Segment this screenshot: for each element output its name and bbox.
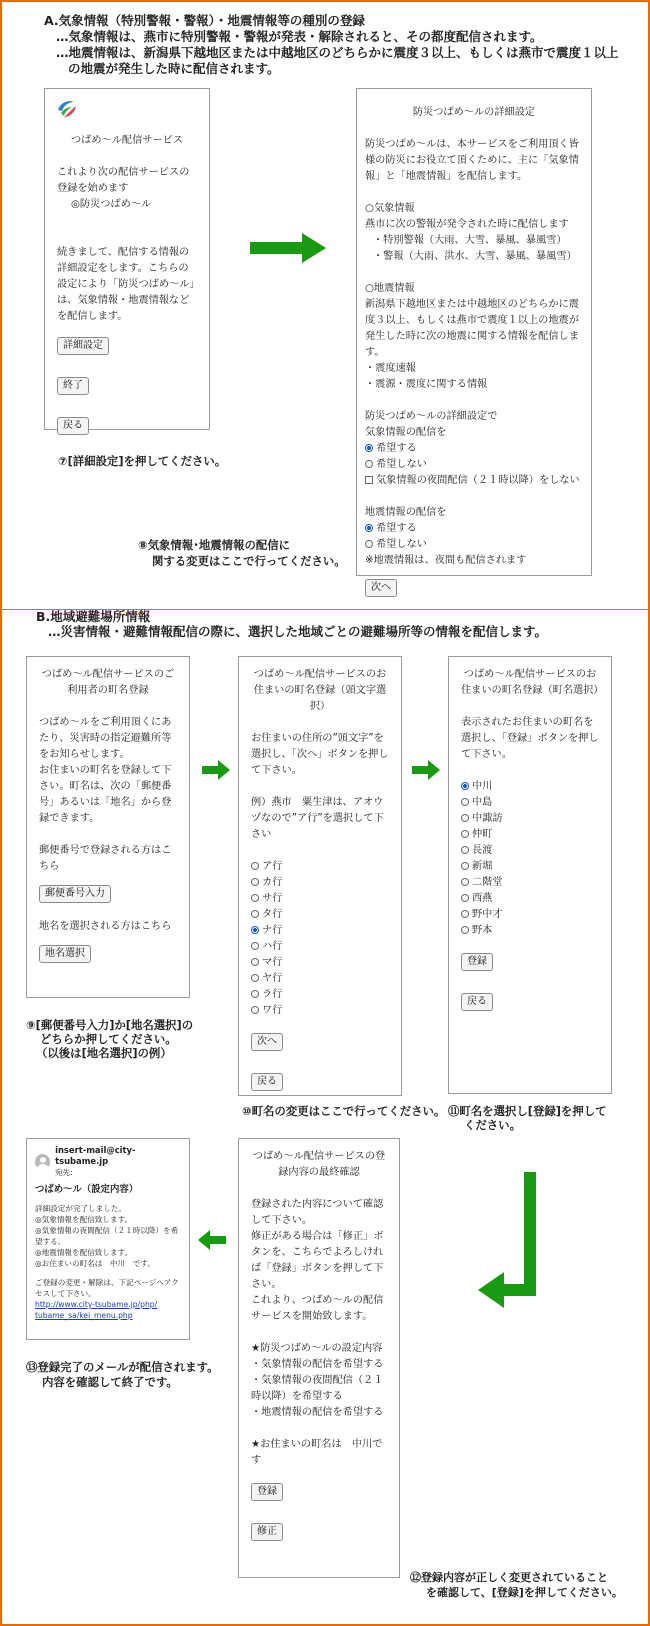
caption-step9-line2: どちらか押してください。 [40, 1032, 177, 1046]
zip-input-button[interactable]: 郵便番号入力 [39, 885, 111, 903]
radio-icon[interactable] [461, 846, 469, 854]
service-name: ◎防災つばめ～ル [71, 199, 152, 210]
option-row[interactable] [461, 875, 599, 891]
section-a-sub3: の地震が発生した時に配信されます。 [68, 61, 280, 76]
caption-step8-line2: 関する変更はここで行ってください。 [152, 554, 346, 568]
panel4-text3: これより、つばめ～ルの配信サービスを開始致します。 [251, 1295, 384, 1322]
initial-select-panel [238, 656, 402, 1096]
option-row[interactable] [461, 779, 599, 795]
end-button[interactable]: 終了 [57, 377, 89, 395]
option-label: 中川 [472, 781, 493, 792]
arrow-right-icon [412, 760, 440, 780]
detail-setting-text: 続きまして、配信する情報の詳細設定をします。こちらの設定により「防災つばめ～ル」は、気象情報・地震情報などを配信します。 [57, 247, 195, 322]
radio-checked-icon[interactable] [251, 926, 259, 934]
option-row[interactable] [251, 875, 389, 891]
initial-options-list [251, 859, 389, 1019]
setting-heading: 防災つばめ～ルの詳細設定で [365, 411, 498, 422]
caption-step12-line2: を確認して、[登録]を押してください。 [426, 1586, 623, 1599]
option-label: 中諏訪 [472, 813, 503, 824]
checkbox-icon[interactable] [365, 476, 373, 484]
town-registration-panel [26, 656, 190, 998]
confirmation-mail-panel [26, 1138, 190, 1340]
service-start-panel [44, 88, 210, 430]
section-a-sub1: …気象情報は、燕市に特別警報・警報が発表・解除されると、その都度配信されます。 [56, 29, 543, 44]
option-label: 仲町 [472, 829, 493, 840]
section-b-heading: B.地域避難場所情報 [36, 609, 151, 624]
town-select-panel [448, 656, 612, 1094]
avatar-icon [35, 1154, 50, 1170]
night-delivery-option[interactable] [365, 473, 583, 489]
option-row[interactable] [251, 971, 389, 987]
mail-link-line1[interactable]: http://www.city-tsubame.jp/php/ [35, 1300, 158, 1309]
back-button[interactable]: 戻る [251, 1073, 283, 1091]
quake-yes-label: 希望する [376, 523, 417, 534]
town-options-list [461, 779, 599, 939]
option-label: ヤ行 [262, 973, 283, 984]
mail-body-line3: ◎気象情報の夜間配信（２１時以降）を希望する。 [35, 1226, 179, 1246]
quake-question: 地震情報の配信を [365, 507, 447, 518]
option-row[interactable] [461, 859, 599, 875]
final-confirm-panel [238, 1138, 400, 1578]
option-row[interactable] [461, 795, 599, 811]
radio-icon[interactable] [251, 862, 259, 870]
settings-summary-2: ・気象情報の夜間配信（２１時以降）を希望する [251, 1375, 384, 1402]
section-a-sub2: …地震情報は、新潟県下越地区または中越地区のどちらかに震度３以上、もしくは燕市で震度１以上 [56, 45, 619, 60]
caption-step7: ⑦[詳細設定]を押してください。 [58, 454, 227, 468]
option-label: ナ行 [262, 925, 283, 936]
weather-description: 燕市に次の警報が発令された時に配信します [365, 219, 569, 230]
radio-icon[interactable] [365, 540, 373, 548]
option-label: ハ行 [262, 941, 283, 952]
weather-item-warning: ・警報（大雨、洪水、大雪、暴風、暴風雪） [373, 251, 577, 262]
radio-checked-icon[interactable] [461, 782, 469, 790]
mail-body-line6: ご登録の変更・解除は、下記ページへアクセスして下さい。 [35, 1278, 179, 1298]
radio-icon[interactable] [251, 910, 259, 918]
radio-icon[interactable] [251, 894, 259, 902]
quake-no-option[interactable] [365, 537, 583, 553]
option-label: タ行 [262, 909, 283, 920]
weather-yes-label: 希望する [376, 443, 417, 454]
quake-description: 新潟県下越地区または中越地区のどちらかに震度３以上、もしくは燕市で震度１以上の地震が発生した時に次の地震に関する情報を配信します。 [365, 299, 579, 358]
section-b [0, 609, 650, 1626]
radio-icon[interactable] [461, 894, 469, 902]
option-row[interactable] [251, 955, 389, 971]
caption-step10: ⑩町名の変更はここで行ってください。 [242, 1104, 446, 1118]
radio-icon[interactable] [461, 830, 469, 838]
caption-step9-line3: （以後は[地名選択]の例） [36, 1046, 172, 1060]
detail-intro: 防災つばめ～ルは、本サービスをご利用頂く皆様の防災にお役立て頂くために、主に「気象情報」と「地震情報」を配信します。 [365, 139, 579, 182]
quake-yes-option[interactable] [365, 521, 583, 537]
settings-summary-1: ・気象情報の配信を希望する [251, 1359, 384, 1370]
option-row[interactable] [251, 859, 389, 875]
arrow-left-icon [198, 1230, 226, 1250]
option-row[interactable] [461, 923, 599, 939]
mail-body-line5: ◎お住まいの町名は 中川 です。 [35, 1259, 155, 1268]
service-title: つばめ～ル配信サービス [70, 135, 184, 146]
mail-subject: つばめ～ル（設定内容） [35, 1184, 139, 1195]
section-a [0, 0, 650, 610]
quake-note: ※地震情報は、夜間も配信されます [365, 555, 527, 566]
option-label: ワ行 [262, 1005, 283, 1016]
radio-checked-icon[interactable] [365, 444, 373, 452]
panel2-text1: お住まいの住所の”頭文字”を選択し、「次へ」ボタンを押して下さい。 [251, 733, 389, 776]
radio-icon[interactable] [251, 1006, 259, 1014]
panel2-title: つばめ～ル配信サービスのお住まいの町名登録（頭文字選択） [253, 669, 387, 712]
back-button[interactable]: 戻る [57, 417, 89, 435]
arrow-right-icon [250, 233, 326, 263]
register-button[interactable]: 登録 [251, 1483, 283, 1501]
next-button[interactable]: 次へ [251, 1033, 283, 1051]
radio-icon[interactable] [251, 942, 259, 950]
arrow-down-left-icon [478, 1172, 546, 1316]
option-label: 新堀 [472, 861, 493, 872]
panel4-text1: 登録された内容について確認して下さい。 [251, 1199, 384, 1226]
radio-icon[interactable] [461, 878, 469, 886]
option-label: 長渡 [472, 845, 493, 856]
radio-icon[interactable] [461, 862, 469, 870]
radio-icon[interactable] [251, 990, 259, 998]
quake-item-epicenter: ・震源・震度に関する情報 [365, 379, 488, 390]
option-label: 西燕 [472, 893, 493, 904]
panel1-place-text: 地名を選択される方はこちら [39, 921, 172, 932]
radio-icon[interactable] [461, 798, 469, 806]
mail-body-line1: 詳細設定が完了しました。 [35, 1204, 127, 1213]
town-summary: ★お住まいの町名は 中川です [251, 1439, 383, 1466]
panel1-title: つばめ～ル配信サービスのご利用者の町名登録 [41, 669, 175, 696]
option-row[interactable] [251, 939, 389, 955]
option-label: ラ行 [262, 989, 283, 1000]
panel4-text2: 修正がある場合は「修正」ボタンを、こちらでよろしければ「登録」ボタンを押して下さい。 [251, 1231, 384, 1290]
caption-step11-line2: ください。 [464, 1118, 521, 1132]
option-label: ア行 [262, 861, 283, 872]
panel3-text1: 表示されたお住まいの町名を選択し、「登録」ボタンを押して下さい。 [461, 717, 599, 760]
service-intro-text: これより次の配信サービスの登録を始めます [57, 167, 190, 194]
settings-summary-heading: ★防災つばめ～ルの設定内容 [251, 1343, 383, 1354]
option-label: 野本 [472, 925, 493, 936]
register-button[interactable]: 登録 [461, 953, 493, 971]
arrow-right-icon [202, 760, 230, 780]
weather-heading: ○気象情報 [365, 203, 415, 214]
weather-no-label: 希望しない [376, 459, 427, 470]
option-row[interactable] [461, 827, 599, 843]
mail-recipient: 宛先: [55, 1168, 73, 1177]
caption-step8-line1: ⑧気象情報･地震情報の配信に [138, 538, 291, 552]
caption-step12-line1: ⑫登録内容が正しく変更されていること [410, 1571, 608, 1584]
option-row[interactable] [461, 843, 599, 859]
panel3-title: つばめ～ル配信サービスのお住まいの町名登録（町名選択） [461, 669, 604, 696]
mail-body-line2: ◎気象情報を配信致します。 [35, 1215, 133, 1224]
radio-icon[interactable] [461, 926, 469, 934]
settings-summary-3: ・地震情報の配信を希望する [251, 1407, 384, 1418]
next-button[interactable]: 次へ [365, 579, 397, 597]
option-label: 中島 [472, 797, 493, 808]
place-select-button[interactable]: 地名選択 [39, 945, 91, 963]
weather-question: 気象情報の配信を [365, 427, 447, 438]
fix-button[interactable]: 修正 [251, 1523, 283, 1541]
option-row[interactable] [251, 891, 389, 907]
caption-step13-line2: 内容を確認して終了です。 [42, 1375, 178, 1389]
quake-no-label: 希望しない [376, 539, 427, 550]
detail-title: 防災つばめ～ルの詳細設定 [412, 107, 536, 118]
radio-icon[interactable] [365, 460, 373, 468]
radio-icon[interactable] [251, 878, 259, 886]
option-row[interactable] [251, 923, 389, 939]
weather-item-special: ・特別警報（大雨、大雪、暴風、暴風雪） [373, 235, 567, 246]
mail-link-line2[interactable]: tubame_sa/kei_menu.php [35, 1311, 133, 1320]
tsubame-logo [55, 97, 79, 121]
quake-item-bulletin: ・震度速報 [365, 363, 416, 374]
option-row[interactable] [461, 907, 599, 923]
panel4-title: つばめ～ル配信サービスの登録内容の最終確認 [252, 1151, 386, 1178]
option-label: 二階堂 [472, 877, 503, 888]
back-button[interactable]: 戻る [461, 993, 493, 1011]
radio-checked-icon[interactable] [365, 524, 373, 532]
option-label: マ行 [262, 957, 283, 968]
option-label: カ行 [262, 877, 283, 888]
caption-step9-line1: ⑨[郵便番号入力]か[地名選択]の [26, 1018, 194, 1032]
section-a-heading: A.気象情報（特別警報・警報）・地震情報等の種別の登録 [44, 13, 365, 28]
option-row[interactable] [251, 907, 389, 923]
option-label: サ行 [262, 893, 283, 904]
radio-icon[interactable] [461, 814, 469, 822]
panel1-text2: お住まいの町名を登録して下さい。町名は、次の「郵便番号」あるいは「地名」から登録できます。 [39, 765, 172, 824]
weather-yes-option[interactable] [365, 441, 583, 457]
caption-step13-line1: ⑬登録完了のメールが配信されます。 [26, 1360, 219, 1374]
panel2-example: 例）燕市 粟生津は、アオウヅなので”ア行”を選択して下さい [251, 797, 384, 840]
radio-icon[interactable] [251, 974, 259, 982]
option-row[interactable] [461, 811, 599, 827]
option-row[interactable] [461, 891, 599, 907]
radio-icon[interactable] [251, 958, 259, 966]
mail-body-line4: ◎地震情報を配信致します。 [35, 1248, 133, 1257]
panel1-text1: つばめ～ルをご利用頂くにあたり、災害時の指定避難所等をお知らせします。 [39, 717, 172, 760]
option-row[interactable] [251, 1003, 389, 1019]
detail-setting-panel [356, 88, 592, 593]
option-row[interactable] [251, 987, 389, 1003]
radio-icon[interactable] [461, 910, 469, 918]
section-b-sub1: …災害情報・避難情報配信の際に、選択した地域ごとの避難場所等の情報を配信します。 [48, 624, 548, 639]
night-delivery-label: 気象情報の夜間配信（２１時以降）をしない [376, 475, 580, 486]
weather-no-option[interactable] [365, 457, 583, 473]
mail-sender: insert-mail@city-tsubame.jp [55, 1145, 136, 1166]
option-label: 野中才 [472, 909, 503, 920]
quake-heading: ○地震情報 [365, 283, 415, 294]
detail-setting-button[interactable]: 詳細設定 [57, 337, 109, 355]
panel1-zip-text: 郵便番号で登録される方はこちら [39, 845, 172, 872]
caption-step11-line1: ⑪町名を選択し[登録]を押して [448, 1104, 607, 1118]
